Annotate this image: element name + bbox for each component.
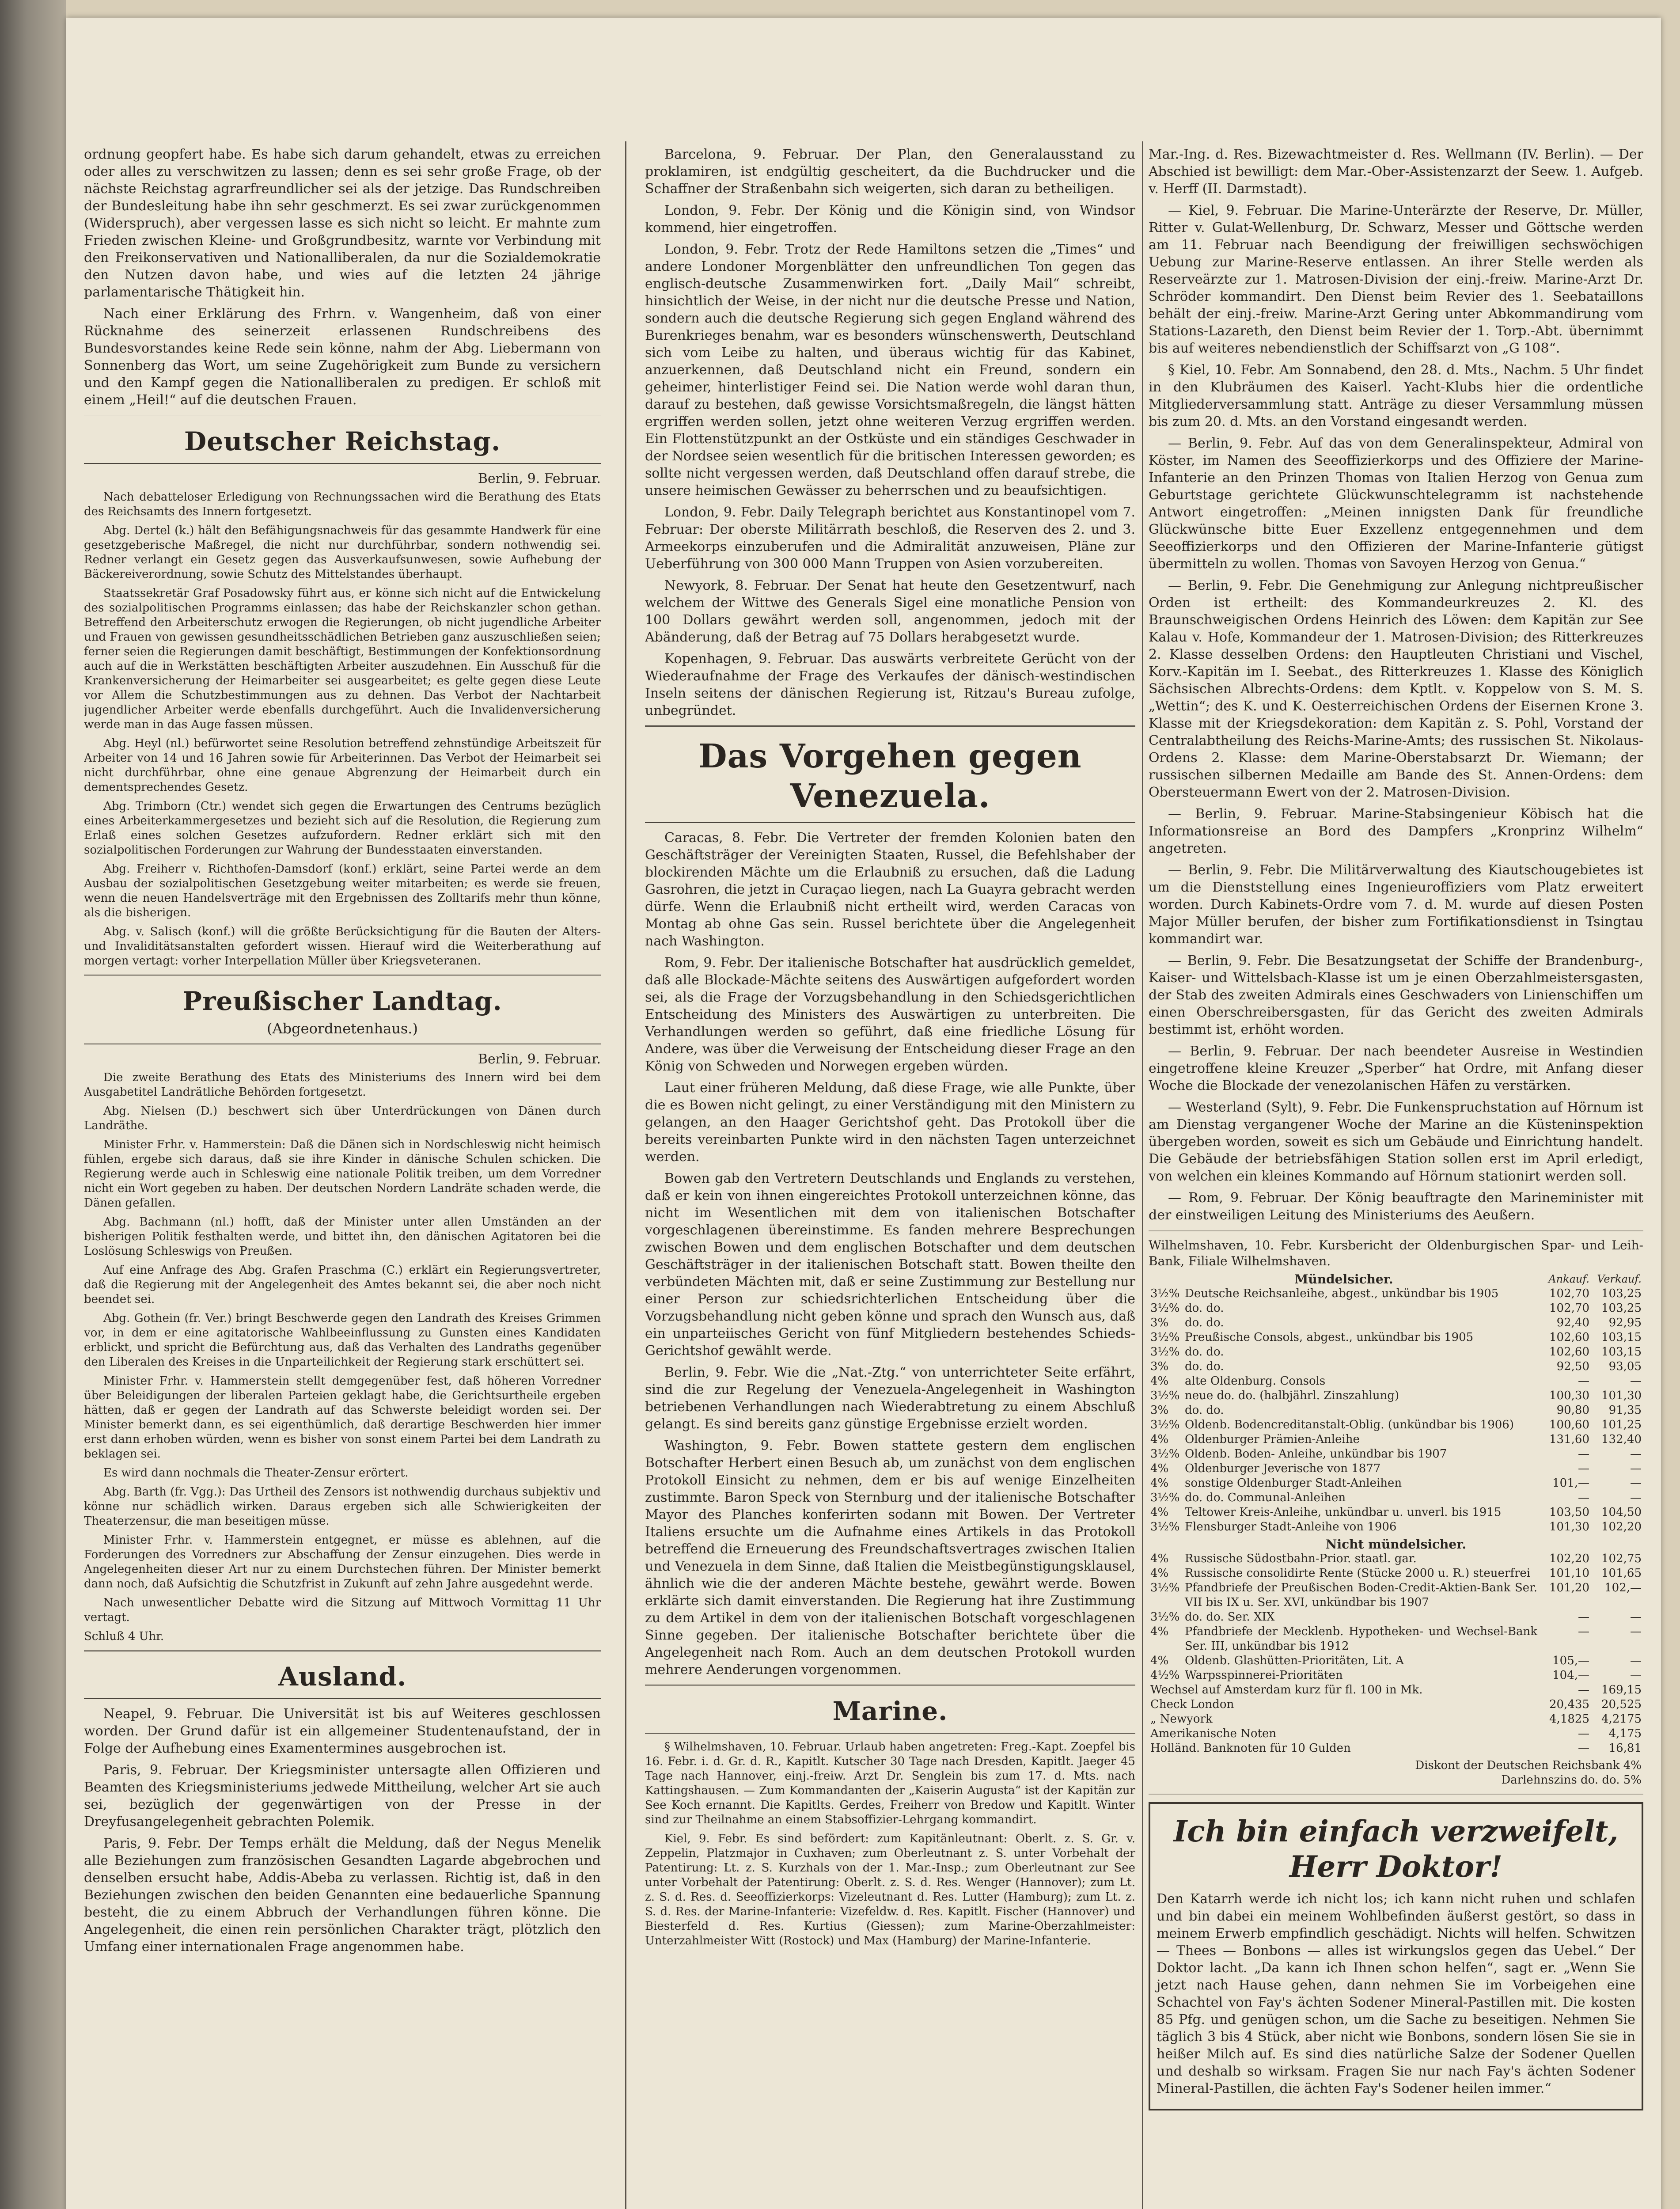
rates-row <box>1149 1741 1643 1756</box>
rates-label: Holländ. Banknoten für 10 Gulden <box>1150 1742 1351 1755</box>
rates-buy: 102,60 <box>1549 1345 1589 1359</box>
rates-rate: 4% <box>1150 1625 1169 1638</box>
rates-buy: — <box>1578 1491 1589 1504</box>
column-rule <box>625 141 626 2209</box>
rates-sell: 102,— <box>1604 1581 1642 1594</box>
rates-buy: 103,50 <box>1549 1506 1589 1519</box>
rates-rate: 3½% <box>1150 1610 1180 1624</box>
rates-rate: 4% <box>1150 1654 1169 1667</box>
article-text: Washington, 9. Febr. Bowen stattete gestern dem englischen Botschafter Herbert einen Besuch ab, um zunächst von dem englischen Protokoll Einsicht zu nehmen, dem er bis auf wenige Einzelheiten zustimmte. Baron Speck von Sternburg und der italienische Botschafter Mayor des Planches konferirten sodann mit Bowen. Der Vertreter Italiens ersuchte um die Aufnahme eines Artikels in das Protokoll betreffend die Erneuerung des Freundschaftsvertrages zwischen Italien und Venezuela in dem Sinne, daß Italien die Meistbegünstigungsklausel, ähnlich wie die der anderen Mächte bestehe, gewährt werde. Bowen erklärte sich damit einverstanden. Die Regierung hat ihre Zustimmung zu dem Artikel in dem von der italienischen Botschaft vorgeschlagenen Sinne gegeben. Der italienische Botschafter berichtete über die Angelegenheit nach Rom. Auch an dem deutschen Protokoll wurden mehrere Aenderungen vorgenommen. <box>645 1438 1135 1678</box>
ad-headline: Ich bin einfach verzweifelt, Herr Doktor! <box>1173 1814 1619 1884</box>
column-left <box>84 146 601 2209</box>
rates-buy: 92,50 <box>1556 1360 1589 1373</box>
article-text: — Westerland (Sylt), 9. Febr. Die Funkenspruchstation auf Hörnum ist am Dienstag vergangener Woche der Marine an die Küsteninspektion übergeben worden, soweit es sich um Gebäude und Einrichtung handelt. Die Gebäude der betriebsfähigen Station sollen erst im April erledigt, von welchen ein kleines Kommando auf Hörnum stationirt werden soll. <box>1149 1100 1643 1184</box>
rates-label: Warpsspinnerei-Prioritäten <box>1185 1669 1343 1682</box>
section-divider <box>645 822 1135 823</box>
rates-rate: 3½% <box>1150 1491 1180 1504</box>
rates-buy: — <box>1578 1683 1589 1697</box>
rates-buy: 90,80 <box>1556 1404 1589 1417</box>
rates-sell: — <box>1630 1625 1642 1638</box>
article-text: Nach einer Erklärung des Frhrn. v. Wangenheim, daß von einer Rücknahme des seinerzeit erlassenen Rundschreibens des Bundesvorstandes keine Rede sein könne, nahm der Abg. Liebermann von Sonnenberg das Wort, um seine Zugehörigkeit zum Bunde zu versichern und den Kampf gegen die Nationalliberalen zu predigen. Er schloß mit einem „Heil!“ auf die deutschen Frauen. <box>84 306 601 408</box>
rates-buy: 104,— <box>1552 1669 1589 1682</box>
rates-buy: 101,20 <box>1549 1581 1589 1594</box>
rates-buy: 101,— <box>1552 1476 1589 1490</box>
article-text: Nach unwesentlicher Debatte wird die Sitzung auf Mittwoch Vormittag 11 Uhr vertagt. <box>84 1596 601 1624</box>
article-text: Auf eine Anfrage des Abg. Grafen Praschma (C.) erklärt ein Regierungsvertreter, daß die Regierung mit der Angelegenheit des Amtes bekannt sei, die aber noch nicht beendet sei. <box>84 1264 601 1306</box>
rates-row <box>1149 1301 1643 1316</box>
section-title-ausland: Ausland. <box>278 1662 407 1692</box>
dateline: Berlin, 9. Februar. <box>478 1051 601 1067</box>
rates-col-head: Ankauf. <box>1548 1273 1589 1285</box>
rates-rate: 4% <box>1150 1433 1169 1446</box>
article-text: Abg. Heyl (nl.) befürwortet seine Resolution betreffend zehnstündige Arbeitszeit für Arbeiter von 14 und 16 Jahren sowie für Arbeiterinnen. Das Verbot der Heimarbeit sei nicht durchführbar, ohne eine genaue Abgrenzung der Heimarbeit durch ein dementsprechendes Gesetz. <box>84 737 601 794</box>
ad-text: Den Katarrh werde ich nicht los; ich kann nicht ruhen und schlafen und bin dabei ein meinem Wohlbefinden äußerst gestört, so dass in meinem Erwerb empfindlich geschädigt. Nichts will helfen. Schwitzen — Thees — Bonbons — alles ist wirkungslos gegen das Uebel.“ Der Doktor lacht. „Da kann ich Ihnen schon helfen“, sagt er. „Wenn Sie jetzt nach Hause gehen, dann nehmen Sie im Vorbeigehen eine Schachtel von Fay's ächten Sodener Mineral-Pastillen mit. Die kosten 85 Pfg. und genügen schon, um die Sache zu beseitigen. Nehmen Sie täglich 3 bis 4 Stück, aber nicht wie Bonbons, sondern lösen Sie sie in heißer Milch auf. Es sind dies natürliche Salze der Sodener Quellen und deshalb so wirksam. Fragen Sie nur nach Fay's ächten Sodener Mineral-Pastillen, die ächten Fay's Sodener heilen immer.“ <box>1157 1891 1635 2096</box>
article-text: Schluß 4 Uhr. <box>84 1630 164 1643</box>
article-text: Abg. Barth (fr. Vgg.): Das Urtheil des Zensors ist nothwendig durchaus subjektiv und könne nur schädlich wirken. Daraus ergeben sich alle Schwierigkeiten der Theaterzensur, die man beseitigen müsse. <box>84 1485 601 1528</box>
rates-table <box>1149 1272 1643 1788</box>
section-subtitle: (Abgeordnetenhaus.) <box>267 1020 418 1037</box>
rates-rate: 4% <box>1150 1506 1169 1519</box>
rates-sell: 92,95 <box>1608 1316 1642 1329</box>
article-text: Abg. Trimborn (Ctr.) wendet sich gegen die Erwartungen des Centrums bezüglich eines Arbeiterkammergesetzes und bezieht sich auf die Resolution, die Regierung zum Erlaß eines solchen Gesetzes aufzufordern. Redner erklärt sich mit den sozialpolitischen Forderungen zur Wahrung der Bundesstaaten einverstanden. <box>84 800 601 857</box>
article-text: — Berlin, 9. Febr. Die Genehmigung zur Anlegung nichtpreußischer Orden ist ertheilt: des Kommandeurkreuzes 2. Kl. des Braunschweigischen Ordens Heinrich des Löwen: dem Kapitän zur See Kalau v. Hofe, Kommandeur der 1. Matrosen-Division; des Ritterkreuzes 2. Klasse desselben Ordens: den Hauptleuten Christiani und Vischel, Korv.-Kapitän im I. Seebat., des Ritterkreuzes 1. Klasse des Königlich Sächsischen Albrechts-Ordens: dem Kptlt. v. Koppelow von S. M. S. „Wettin“; des K. und K. Oesterreichischen Ordens der Eisernen Krone 3. Klasse mit der Kriegsdekoration: dem Kapitän z. S. Pohl, Vorstand der Centralabtheilung des Reichs-Marine-Amts; des russischen St. Nikolaus-Ordens 2. Klasse: dem Marine-Oberstabsarzt Dr. Wiemann; der russischen silbernen Medaille am Bande des St. Annen-Ordens: dem Obersteuermann Ewert von der 2. Matrosen-Division. <box>1149 578 1643 800</box>
article-text: Mar.-Ing. d. Res. Bizewachtmeister d. Res. Wellmann (IV. Berlin). — Der Abschied ist bewilligt: dem Mar.-Ober-Assistenzarzt der Seew. 1. Aufgeb. v. Herff (II. Darmstadt). <box>1149 147 1643 197</box>
section-divider <box>84 1698 601 1699</box>
section-title-landtag: Preußischer Landtag. <box>182 986 502 1016</box>
article-text: Abg. Gothein (fr. Ver.) bringt Beschwerde gegen den Landrath des Kreises Grimmen vor, in dem er eine agitatorische Wahlbeeinflussung zu Gunsten eines Kandidaten erblickt, und spricht die Befürchtung aus, daß das Verhalten des Landraths gegenüber den Liberalen des Kreises in die Unparteilichkeit der Regierung stark erschüttert sei. <box>84 1312 601 1369</box>
rates-buy: 102,20 <box>1549 1552 1589 1565</box>
section-title-reichstag: Deutscher Reichstag. <box>184 426 501 456</box>
rates-buy: — <box>1578 1625 1589 1638</box>
rates-label: Flensburger Stadt-Anleihe von 1906 <box>1185 1520 1397 1533</box>
rates-sell: 20,525 <box>1601 1698 1642 1711</box>
rates-rate: 4% <box>1150 1567 1169 1580</box>
rates-rate: 3½% <box>1150 1345 1180 1359</box>
rates-row <box>1149 1316 1643 1330</box>
rates-row <box>1149 1712 1643 1727</box>
rates-buy: — <box>1578 1727 1589 1740</box>
rates-sell: — <box>1630 1669 1642 1682</box>
rates-row <box>1149 1566 1643 1581</box>
article-text: § Wilhelmshaven, 10. Februar. Urlaub haben angetreten: Freg.-Kapt. Zoepfel bis 16. Febr. i. d. Gr. d. R., Kapitlt. Kutscher 30 Tage nach Dresden, Kapitlt. Jaeger 45 Tage nach Hannover, einj.-freiw. Arzt Dr. Senglein bis zum 17. d. Mts. nach Kattingshausen. — Zum Kommandanten der „Kaiserin Augusta“ ist der Kapitän zur See Koch ernannt. Die Kapitlts. Gerdes, Freiherr von Bredow und Kapitlt. Winter sind zur Theilnahme an einem Stabsoffizier-Lehrgang kommandirt. <box>645 1740 1135 1826</box>
rates-label: Preußische Consols, abgest., unkündbar bis 1905 <box>1185 1331 1474 1344</box>
article-text: Rom, 9. Febr. Der italienische Botschafter hat ausdrücklich gemeldet, daß alle Blockade-Mächte seitens des Auswärtigen aufgefordert worden sei, als die Frage der Vorzugsbehandlung in den Schiedsgerichtlichen Entscheidung des Ministers des Auswärtigen zu unterbreiten. Die Verhandlungen werden so geführt, daß eine friedliche Lösung für Andere, was über die Verweisung der Entscheidung dieser Frage an den König von Schweden und Norwegen ergeben würden. <box>645 955 1135 1074</box>
rates-label: do. do. <box>1185 1345 1224 1359</box>
dateline: Berlin, 9. Februar. <box>478 471 601 486</box>
article-text: Berlin, 9. Febr. Wie die „Nat.-Ztg.“ von unterrichteter Seite erfährt, sind die zur Regelung der Venezuela-Angelegenheit in Washington betriebenen Verhandlungen nach Wiederabtretung zu einem Abschluß gelangt. Es sind bereits ganz günstige Ergebnisse erzielt worden. <box>645 1365 1135 1432</box>
rates-row <box>1149 1432 1643 1447</box>
article-text: Abg. Bachmann (nl.) hofft, daß der Minister unter allen Umständen an der bisherigen Politik festhalten werde, und bittet ihn, den dänischen Agitatoren bei die Loslösung Schleswigs von Preußen. <box>84 1215 601 1258</box>
rates-rate: 3½% <box>1150 1389 1180 1402</box>
article-text: Abg. v. Salisch (konf.) will die größte Berücksichtigung für die Bauten der Alters- und Invaliditätsanstalten gefordert wissen. Hierauf wird die Weiterberathung auf morgen vertagt: vorher Interpellation Müller über Kriegsveteranen. <box>84 925 601 968</box>
rates-row <box>1149 1403 1643 1418</box>
rates-label: „ Newyork <box>1150 1712 1213 1726</box>
rates-sell: 4,2175 <box>1601 1712 1642 1726</box>
rates-row <box>1149 1330 1643 1345</box>
article-text: — Berlin, 9. Febr. Die Militärverwaltung des Kiautschougebietes ist um die Dienststellung eines Ingenieuroffiziers vom Platz erweitert worden. Durch Kabinets-Ordre vom 7. d. M. wurde auf diesen Posten Major Müller berufen, der bisher zum Fortifikationsdienst in Tsingtau kommandirt war. <box>1149 862 1643 947</box>
rates-rate: 3% <box>1150 1316 1169 1329</box>
article-text: London, 9. Febr. Der König und die Königin sind, von Windsor kommend, hier eingetroffen. <box>645 203 1135 235</box>
article-text: — Berlin, 9. Februar. Der nach beendeter Ausreise in Westindien eingetroffene kleine Kreuzer „Sperber“ hat Ordre, mit Anfang dieser Woche die Blockade der venezolanischen Häfen zu verstärken. <box>1149 1044 1643 1093</box>
rates-body <box>1149 1287 1643 1534</box>
article-text: Nach debatteloser Erledigung von Rechnungssachen wird die Berathung des Etats des Reichsamts des Innern fortgesetzt. <box>84 490 601 518</box>
rates-label: Pfandbriefe der Preußischen Boden-Credit-Aktien-Bank Ser. VII bis IX u. Ser. XVI, unkündbar bis 1907 <box>1185 1581 1537 1609</box>
rates-label: do. do. Communal-Anleihen <box>1185 1491 1346 1504</box>
rates-row <box>1149 1581 1643 1610</box>
advertisement <box>1149 1802 1643 2110</box>
section-title-venezuela: Das Vorgehen gegen Venezuela. <box>698 737 1082 815</box>
section-divider <box>1149 1230 1643 1231</box>
rates-rate: 3½% <box>1150 1520 1180 1533</box>
rates-body <box>1149 1683 1643 1756</box>
rates-rate: 3½% <box>1150 1331 1180 1344</box>
article-text: ordnung geopfert habe. Es habe sich darum gehandelt, etwas zu erreichen oder alles zu verschwitzen zu lassen; denn es sei sehr große Frage, ob der nächste Reichstag agrarfreundlicher sei als der jetzige. Das Rundschreiben der Bundesleitung habe ihn sehr geschmerzt. Es sei zwar zurückgenommen (Widerspruch), aber vergessen lasse es sich nicht so leicht. Er mahnte zum Frieden zwischen Kleine- und Großgrundbesitz, warnte vor Verbindung mit den Freikonservativen und Nationalliberalen, da nur die Sozialdemokratie den Nutzen davon habe, und wies auf die letzten 24 jährige parlamentarische Thätigkeit hin. <box>84 147 601 300</box>
rates-label: sonstige Oldenburger Stadt-Anleihen <box>1185 1476 1402 1490</box>
rates-label: Wechsel auf Amsterdam kurz für fl. 100 in Mk. <box>1150 1683 1423 1697</box>
rates-label: neue do. do. (halbjährl. Zinszahlung) <box>1185 1389 1399 1402</box>
rates-sell: 101,25 <box>1601 1418 1642 1431</box>
rates-sell: 101,30 <box>1601 1389 1642 1402</box>
article-text: — Rom, 9. Februar. Der König beauftragte den Marineminister mit der einstweiligen Leitung des Ministeriums des Aeußern. <box>1149 1190 1643 1223</box>
article-text: Newyork, 8. Februar. Der Senat hat heute den Gesetzentwurf, nach welchem der Wittwe des Generals Sigel eine monatliche Pension von 100 Dollars gewährt werden soll, angenommen, jedoch mit der Abänderung, daß der Betrag auf 75 Dollars herabgesetzt wurde. <box>645 578 1135 645</box>
rates-buy: 4,1825 <box>1549 1712 1589 1726</box>
article-text: Es wird dann nochmals die Theater-Zensur erörtert. <box>103 1466 409 1480</box>
rates-row <box>1149 1359 1643 1374</box>
article-text: Abg. Dertel (k.) hält den Befähigungsnachweis für das gesammte Handwerk für eine gesetzgeberische Maßregel, die nicht nur durchführbar, sondern nothwendig sei. Redner verlangt ein Gesetz gegen das Ausverkaufsunwesen, sowie Aufhebung der Bäckereiverordnung, sowie Schutz des Mittelstandes überhaupt. <box>84 524 601 581</box>
rates-row <box>1149 1476 1643 1491</box>
rates-label: Teltower Kreis-Anleihe, unkündbar u. unverl. bis 1915 <box>1185 1506 1502 1519</box>
rates-rate: 3½% <box>1150 1302 1180 1315</box>
rates-label: do. do. Ser. XIX <box>1185 1610 1275 1624</box>
rates-buy: 20,435 <box>1549 1698 1589 1711</box>
rates-sell: 103,25 <box>1601 1287 1642 1300</box>
rates-rate: 4% <box>1150 1476 1169 1490</box>
rates-footnote: Darlehnszins do. do. 5% <box>1501 1773 1642 1787</box>
rates-rate: 4% <box>1150 1552 1169 1565</box>
rates-label: Oldenb. Bodencreditanstalt-Oblig. (unkündbar bis 1906) <box>1185 1418 1514 1431</box>
article-text: Minister Frhr. v. Hammerstein: Daß die Dänen sich in Nordschleswig nicht heimisch fühlen, ergebe sich daraus, daß sie ihre Kinder in dänische Schulen schicken. Die Regierung werde auch in Schleswig eine nationale Politik treiben, um dem Vorredner nicht ein Wort gegeben zu haben. Der deutschen Nordern Landräte schaden werde, die Dänen gefallen. <box>84 1138 601 1210</box>
rates-sell: 103,25 <box>1601 1302 1642 1315</box>
rates-heading: Nicht mündelsicher. <box>1325 1537 1467 1552</box>
article-text: Kiel, 9. Febr. Es sind befördert: zum Kapitänleutnant: Oberlt. z. S. Gr. v. Zeppelin, Platzmajor in Cuxhaven; zum Oberleutnant z. S. unter Vorbehalt der Patentirung: Lt. z. S. Kurzhals von der 1. Mar.-Insp.; zum Oberleutnant zur See unter Vorbehalt der Patentirung: Oberlt. z. S. d. Res. Wenger (Hannover); zum Lt. z. S. d. Res. d. Seeoffizierkorps: Vizeleutnant d. Res. Lutter (Hamburg); zum Lt. z. S. d. Res. der Marine-Infanterie: Vizefeldw. d. Res. Kapitlt. Fischer (Hannover) und Biesterfeld d. Res. Kurtius (Giessen); zum Marine-Oberzahlmeister: Unterzahlmeister Witt (Rostock) und Max (Hamburg) der Marine-Infanterie. <box>645 1832 1135 1947</box>
rates-sell: 4,175 <box>1608 1727 1642 1740</box>
rates-buy: 131,60 <box>1549 1433 1589 1446</box>
article-text: — Kiel, 9. Februar. Die Marine-Unterärzte der Reserve, Dr. Müller, Ritter v. Gulat-Wellenburg, Dr. Schwarz, Messer und Göttsche werden am 11. Februar nach Beendigung der freiwilligen sechswöchigen Uebung zur Marine-Reserve entlassen. An ihrer Stelle werden als Reserveärzte zur 1. Matrosen-Division der einj.-freiw. Marine-Arzt Dr. Schröder kommandirt. Den Dienst beim Revier des 1. Seebataillons behält der einj.-freiw. Marine-Arzt Gering unter Abkommandirung vom Stations-Lazareth, den Dienst beim Revier der 1. Torp.-Abt. übernimmt bis auf weiteres nebendienstlich der Schiffsarzt von „G 108“. <box>1149 203 1643 356</box>
article-text: Staatssekretär Graf Posadowsky führt aus, er könne sich nicht auf die Entwickelung des sozialpolitischen Programms einlassen; das habe der Reichskanzler schon gethan. Betreffend den Arbeiterschutz erwogen die Regierungen, ob nicht jugendliche Arbeiter und Frauen von gewissen gesundheitsschädlichen Betrieben ganz auszuschließen seien; ferner seien die Regierungen damit beschäftigt, Bestimmungen der Konfektionsordnung auch auf die in Werkstätten beschäftigten Arbeiter auszudehnen. Ein Ausschuß für die Krankenversicherung der Heimarbeiter sei ausgearbeitet; es gelte gegen diese Leute vor Allem die Schutzbestimmungen aus zu dehnen. Das Verbot der Nachtarbeit jugendlicher Arbeiter werde ebenfalls durchgeführt. Auch die Invalidenversicherung werde man in das Auge fassen müssen. <box>84 587 601 731</box>
rates-buy: 101,30 <box>1549 1520 1589 1533</box>
rates-label: do. do. <box>1185 1302 1224 1315</box>
rates-buy: — <box>1578 1374 1589 1388</box>
rates-row <box>1149 1683 1643 1697</box>
section-divider <box>84 463 601 464</box>
rates-row <box>1149 1345 1643 1359</box>
rates-row <box>1149 1624 1643 1654</box>
rates-row <box>1149 1447 1643 1461</box>
rates-rate: 3½% <box>1150 1287 1180 1300</box>
article-text: Caracas, 8. Febr. Die Vertreter der fremden Kolonien baten den Geschäftsträger der Vereinigten Staaten, Russel, die Befehlshaber der blockirenden Mächte um die Erlaubniß zu ersuchen, daß die Ladung Gasrohren, die jetzt in Curaçao liegen, nach La Guayra gebracht werden dürfe. Wenn die Erlaubniß nicht ertheilt wird, werden Caracas von Montag ab ohne Gas sein. Russel berichtete über die Angelegenheit nach Washington. <box>645 830 1135 949</box>
rates-buy: — <box>1578 1462 1589 1475</box>
article-text: — Berlin, 9. Febr. Auf das von dem Generalinspekteur, Admiral von Köster, im Namen des Seeoffizierkorps und des Offiziere der Marine-Infanterie an den Prinzen Thomas von Italien Herzog von Genua zum Geburtstage gerichtete Glückwunschtelegramm ist nachstehende Antwort eingetroffen: „Meinen innigsten Dank für freundliche Glückwünsche bitte Euer Exzellenz entgegennehmen und dem Seeoffizierkorps und den Offizieren der Marine-Infanterie gütigst übermitteln zu wollen. Thomas von Savoyen Herzog von Genua.“ <box>1149 436 1643 572</box>
rates-sell: — <box>1630 1447 1642 1461</box>
rates-buy: 102,70 <box>1549 1287 1589 1300</box>
rates-buy: 100,60 <box>1549 1418 1589 1431</box>
rates-buy: — <box>1578 1742 1589 1755</box>
article-text: Neapel, 9. Februar. Die Universität ist bis auf Weiteres geschlossen worden. Der Grund dafür ist ein allgemeiner Studentenaufstand, der in Folge der Aufhebung eines Examentermines ausgebrochen ist. <box>84 1706 601 1756</box>
rates-sell: 16,81 <box>1608 1742 1642 1755</box>
rates-buy: — <box>1578 1610 1589 1624</box>
section-divider <box>645 1685 1135 1686</box>
section-title-marine: Marine. <box>832 1696 948 1726</box>
rates-sell: 103,15 <box>1601 1345 1642 1359</box>
rates-label: Russische Südostbahn-Prior. staatl. gar. <box>1185 1552 1417 1565</box>
article-text: Die zweite Berathung des Etats des Ministeriums des Innern wird bei dem Ausgabetitel Landrätliche Behörden fortgesetzt. <box>84 1071 601 1099</box>
rates-label: do. do. <box>1185 1404 1224 1417</box>
rates-row <box>1149 1654 1643 1668</box>
rates-rate: 4½% <box>1150 1669 1180 1682</box>
rates-sell: 91,35 <box>1608 1404 1642 1417</box>
rates-sell: 102,20 <box>1601 1520 1642 1533</box>
book-spine <box>0 0 66 2209</box>
rates-footnote: Diskont der Deutschen Reichsbank 4% <box>1415 1759 1642 1772</box>
rates-row <box>1149 1520 1643 1534</box>
rates-row <box>1149 1461 1643 1476</box>
rates-rate: 3½% <box>1150 1581 1180 1594</box>
rates-row <box>1149 1374 1643 1389</box>
rates-body <box>1149 1552 1643 1683</box>
rates-rate: 3½% <box>1150 1447 1180 1461</box>
rates-sell: — <box>1630 1610 1642 1624</box>
article-text: Paris, 9. Februar. Der Kriegsminister untersagte allen Offizieren und Beamten des Kriegsministeriums jedwede Mittheilung, welcher Art sie auch sei, bezüglich der gegenwärtigen von der Presse in der Dreyfusangelegenheit gebrachten Polemik. <box>84 1762 601 1829</box>
article-text: Abg. Nielsen (D.) beschwert sich über Unterdrückungen von Dänen durch Landräthe. <box>84 1104 601 1132</box>
article-text: Paris, 9. Febr. Der Temps erhält die Meldung, daß der Negus Menelik alle Beziehungen zum französischen Gesandten Lagarde abgebrochen und denselben ersucht habe, Addis-Abeba zu verlassen. Richtig ist, daß in den Beziehungen zwischen den beiden Genannten eine bedauerliche Spannung besteht, die zu einem Abbruch der Verhandlungen führen könne. Die Angelegenheit, die einen rein persönlichen Charakter trägt, plötzlich den Umfang einer internationalen Frage angenommen habe. <box>84 1836 601 1955</box>
article-text: Laut einer früheren Meldung, daß diese Frage, wie alle Punkte, über die es Bowen nicht gelingt, zu einer Verständigung mit den Ministern zu gelangen, an den Haager Gerichtshof geht. Das Protokoll über die bereits vereinbarten Punkte wird in den nächsten Tagen unterzeichnet werden. <box>645 1080 1135 1165</box>
rates-label: Amerikanische Noten <box>1150 1727 1277 1740</box>
rates-sell: 102,75 <box>1601 1552 1642 1565</box>
rates-row <box>1149 1505 1643 1520</box>
rates-sell: 169,15 <box>1601 1683 1642 1697</box>
rates-row <box>1149 1668 1643 1683</box>
rates-rate: 3% <box>1150 1404 1169 1417</box>
rates-buy: 92,40 <box>1556 1316 1589 1329</box>
rates-label: Oldenburger Prämien-Anleihe <box>1185 1433 1360 1446</box>
article-text: London, 9. Febr. Daily Telegraph berichtet aus Konstantinopel vom 7. Februar: Der oberste Militärrath beschloß, die Reserven des 2. und 3. Armeekorps einzuberufen und die Admiralität anzuweisen, Pläne zur Ueberführung von 300 000 Mann Truppen von Asien vorzubereiten. <box>645 505 1135 572</box>
article-text: London, 9. Febr. Trotz der Rede Hamiltons setzen die „Times“ und andere Londoner Morgenblätter den unfreundlichen Ton gegen das englisch-deutsche Zusammenwirken fort. „Daily Mail“ schreibt, hinsichtlich der Weise, in der nicht nur die deutsche Presse und Nation, sondern auch die deutsche Regierung sich gegen England während des Burenkrieges benahm, war es besonders wünschenswerth, Deutschland sich vom Leibe zu halten, und überaus wichtig für das Kabinet, anzuerkennen, daß Deutschland nicht ein Freund, sondern ein geheimer, hinterlistiger Feind sei. Die Nation werde wohl daran thun, darauf zu bestehen, daß gewisse Vorsichtsmaßregeln, die längst hätten ergriffen werden sollen, jetzt ohne weiteren Verzug ergriffen werden. Ein Flottenstützpunkt an der Ostküste und ein ständiges Geschwader in der Nordsee seien wesentlich für die britischen Interessen geworden; es sollte nicht vergessen werden, daß Deutschland offen darauf strebe, die unsere heimischen Gewässer zu beherrschen und zu beaufsichtigen. <box>645 242 1135 498</box>
rates-buy: 105,— <box>1552 1654 1589 1667</box>
rates-sell: — <box>1630 1462 1642 1475</box>
article-text: Kopenhagen, 9. Februar. Das auswärts verbreitete Gerücht von der Wiederaufnahme der Frage des Verkaufes der dänisch-westindischen Inseln seitens der dänischen Regierung ist, Ritzau's Bureau zufolge, unbegründet. <box>645 651 1135 718</box>
section-divider <box>84 1650 601 1651</box>
rates-row <box>1149 1389 1643 1403</box>
rates-row <box>1149 1697 1643 1712</box>
rates-rate: 4% <box>1150 1374 1169 1388</box>
rates-label: Oldenb. Glashütten-Prioritäten, Lit. A <box>1185 1654 1404 1667</box>
rates-label: alte Oldenburg. Consols <box>1185 1374 1326 1388</box>
rates-row <box>1149 1727 1643 1741</box>
rates-sell: 103,15 <box>1601 1331 1642 1344</box>
rates-row <box>1149 1552 1643 1566</box>
rates-label: Oldenb. Boden- Anleihe, unkündbar bis 1907 <box>1185 1447 1447 1461</box>
rates-heading: Mündelsicher. <box>1294 1272 1393 1287</box>
rates-row <box>1149 1491 1643 1505</box>
rates-label: Deutsche Reichsanleihe, abgest., unkündbar bis 1905 <box>1185 1287 1499 1300</box>
rates-col-head: Verkauf. <box>1597 1273 1642 1285</box>
rates-buy: 101,10 <box>1549 1567 1589 1580</box>
rates-row <box>1149 1287 1643 1301</box>
article-text: — Berlin, 9. Febr. Die Besatzungsetat der Schiffe der Brandenburg-, Kaiser- und Wittelsbach-Klasse ist um je einen Oberzahlmeistersgasten, der Stab des zweiten Admirals eines Geschwaders von Linienschiffen um einen Oberschreibersgasten, für das Gericht des zweiten Admirals bestimmt ist, erhöht worden. <box>1149 953 1643 1037</box>
rates-sell: 132,40 <box>1601 1433 1642 1446</box>
rates-label: Check London <box>1150 1698 1234 1711</box>
rates-row <box>1149 1418 1643 1432</box>
rates-sell: 104,50 <box>1601 1506 1642 1519</box>
rates-buy: 100,30 <box>1549 1389 1589 1402</box>
article-text: — Berlin, 9. Februar. Marine-Stabsingenieur Köbisch hat die Informationsreise an Bord des Dampfers „Kronprinz Wilhelm“ angetreten. <box>1149 806 1643 856</box>
rates-row <box>1149 1610 1643 1624</box>
rates-sell: — <box>1630 1491 1642 1504</box>
rates-label: do. do. <box>1185 1316 1224 1329</box>
rates-label: do. do. <box>1185 1360 1224 1373</box>
column-rule <box>1142 141 1143 2209</box>
article-text: Bowen gab den Vertretern Deutschlands und Englands zu verstehen, daß er kein von ihnen eingereichtes Protokoll unterzeichnen könne, das nicht im Wesentlichen mit dem von italienischen Botschafter vorgeschlagenen übereinstimme. Es fanden mehrere Besprechungen zwischen Bowen und dem englischen Botschafter und dem deutschen Geschäftsträger in der italienischen Botschaft statt. Bowen theilte den verbündeten Mächten mit, daß er seine Zustimmung zur Bestellung nur einer Person zur schiedsrichterlichen Entscheidung über die Vorzugsbehandlung nicht geben könne und sprach den Wunsch aus, daß ein unparteiisches Gericht von fünf Mitgliedern bestehendes Schieds-Gerichtshof gewählt werde. <box>645 1171 1135 1359</box>
rates-title: Wilhelmshaven, 10. Febr. Kursbericht der Oldenburgischen Spar- und Leih-Bank, Filiale Wilhelmshaven. <box>1149 1238 1643 1268</box>
rates-sell: — <box>1630 1476 1642 1490</box>
rates-sell: — <box>1630 1374 1642 1388</box>
rates-rate: 4% <box>1150 1462 1169 1475</box>
section-divider <box>645 725 1135 727</box>
rates-label: Pfandbriefe der Mecklenb. Hypotheken- und Wechsel-Bank Ser. III, unkündbar bis 1912 <box>1185 1625 1537 1653</box>
article-text: Barcelona, 9. Februar. Der Plan, den Generalausstand zu proklamiren, ist endgültig gescheitert, da die Buchdrucker und die Schaffner der Straßenbahn sich weigerten, sich daran zu betheiligen. <box>645 147 1135 197</box>
article-text: Abg. Freiherr v. Richthofen-Damsdorf (konf.) erklärt, seine Partei werde an dem Ausbau der sozialpolitischen Gesetzgebung weiter mitarbeiten; es werde sie freuen, wenn die neuen Handelsverträge mit den Ergebnissen des Zolltarifs mehr thun könne, als die bisherigen. <box>84 862 601 919</box>
section-divider <box>1149 1794 1643 1795</box>
rates-buy: 102,70 <box>1549 1302 1589 1315</box>
rates-buy: — <box>1578 1447 1589 1461</box>
rates-rate: 3% <box>1150 1360 1169 1373</box>
section-divider <box>84 415 601 416</box>
rates-sell: 93,05 <box>1608 1360 1642 1373</box>
column-right <box>1149 146 1643 2209</box>
column-middle <box>645 146 1135 2209</box>
article-text: Minister Frhr. v. Hammerstein stellt demgegenüber fest, daß höheren Vorredner über Beleidigungen der liberalen Parteien geklagt habe, die Gerichtsurtheile ergeben hätten, daß er gegen der Landrath auf das Schwerste beleidigt worden sei. Der Minister bemerkt dann, es sei eigenthümlich, daß derartige Beschwerden hier immer erst dann erhoben würden, wenn es bisher von sonst einem Partei bei dem Landrath zu beklagen sei. <box>84 1374 601 1461</box>
rates-buy: 102,60 <box>1549 1331 1589 1344</box>
article-text: § Kiel, 10. Febr. Am Sonnabend, den 28. d. Mts., Nachm. 5 Uhr findet in den Klubräumen des Kaiserl. Yacht-Klubs hier die ordentliche Mitgliederversammlung statt. Anträge zu dieser Versammlung müssen bis zum 20. d. Mts. an den Vorstand eingesandt werden. <box>1149 362 1643 429</box>
section-divider <box>84 975 601 976</box>
rates-rate: 3½% <box>1150 1418 1180 1431</box>
rates-label: Russische consolidirte Rente (Stücke 2000 u. R.) steuerfrei <box>1185 1567 1531 1580</box>
article-text: Minister Frhr. v. Hammerstein entgegnet, er müsse es ablehnen, auf die Forderungen des Vorredners zur Abschaffung der Zensur einzugehen. Dies werde in Angelegenheiten dieser Art nur zu einem Durchstechen führen. Der Minister bemerkt dann noch, daß Aufsichtig die Schutzfrist in Zukunft auf zehn Jahre ausgedehnt werde. <box>84 1533 601 1590</box>
section-divider <box>645 1733 1135 1734</box>
rates-label: Oldenburger Jeverische von 1877 <box>1185 1462 1381 1475</box>
rates-sell: — <box>1630 1654 1642 1667</box>
rates-sell: 101,65 <box>1601 1567 1642 1580</box>
